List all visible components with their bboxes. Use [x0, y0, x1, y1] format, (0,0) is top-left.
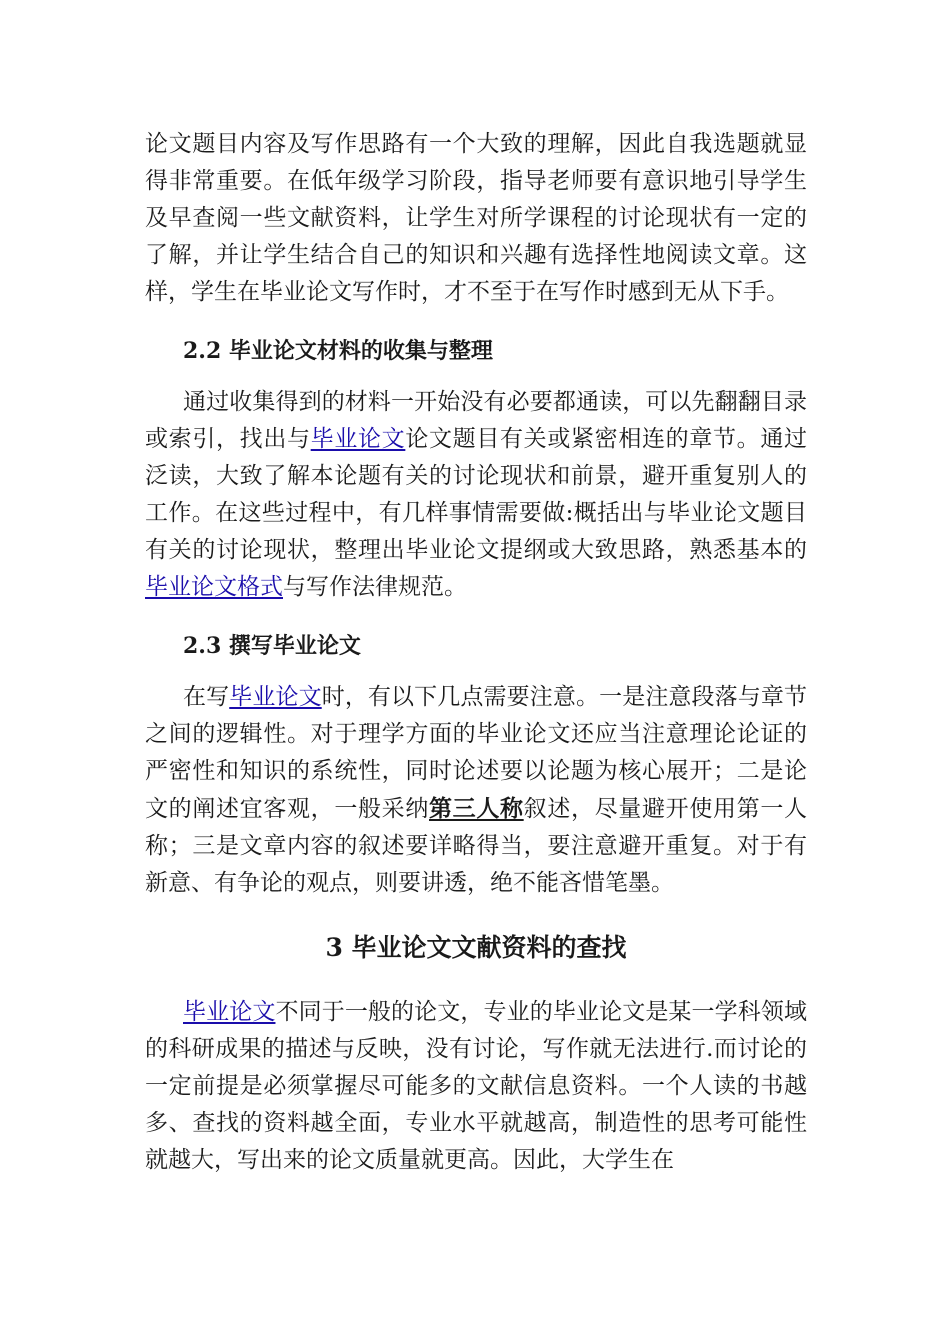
paragraph-text: 时，有以下几点需要注意。一是注意段落与章节之间的逻辑性。对于理学方面的毕业论文还应当注意理论论证的严密性和知识的系统性，同时论述要以论题为核心展开；二是论文的阐述宜客观，一般采纳 [145, 684, 808, 822]
paragraph-text: 叙述，尽量避开使用第一人称；三是文章内容的叙述要详略得当，要注意避开重复。对于有新意、有争论的观点，则要讲透，绝不能吝惜笔墨。 [145, 796, 808, 896]
paragraph-text: 与写作法律规范。 [283, 574, 467, 600]
link-graduation-thesis[interactable]: 毕业论文 [229, 684, 322, 710]
section-heading-3: 3 毕业论文文献资料的查找 [325, 933, 627, 962]
spacer [145, 968, 807, 994]
link-graduation-thesis[interactable]: 毕业论文 [310, 426, 406, 452]
spacer [145, 370, 807, 384]
paragraph-text: 通过收集得到的材料一开始没有必要都通读，可以先翻翻目录或索引，找出与 [145, 389, 807, 452]
spacer [145, 606, 807, 628]
emphasis-third-person: 第三人称 [429, 795, 524, 822]
paragraph-text: 在写 [183, 684, 230, 710]
spacer [145, 665, 807, 679]
spacer [145, 311, 807, 333]
paragraph-2-3 [145, 679, 807, 902]
link-graduation-thesis[interactable]: 毕业论文 [183, 999, 276, 1025]
link-thesis-format[interactable]: 毕业论文格式 [145, 574, 283, 600]
intro-paragraph: 论文题目内容及写作思路有一个大致的理解，因此自我选题就显得非常重要。在低年级学习阶段，指导老师要有意识地引导学生及早查阅一些文献资料，让学生对所学课程的讨论现状有一定的了解，并让学生结合自己的知识和兴趣有选择性地阅读文章。这样，学生在毕业论文写作时，才不至于在写作时感到无从下手。 [145, 131, 807, 305]
section-heading-2-3: 2.3 撰写毕业论文 [183, 633, 361, 659]
paragraph-text: 论文题目有关或紧密相连的章节。通过泛读，大致了解本论题有关的讨论现状和前景，避开重复别人的工作。在这些过程中，有几样事情需要做:概括出与毕业论文题目有关的讨论现状，整理出毕业论文提纲或大致思路，熟悉基本的 [145, 426, 808, 563]
paragraph-3 [145, 994, 807, 1179]
paragraph-2-2 [145, 384, 807, 606]
section-heading-2-2: 2.2 毕业论文材料的收集与整理 [183, 338, 493, 364]
spacer [145, 902, 807, 928]
document-page [145, 126, 807, 1179]
paragraph-text: 不同于一般的论文，专业的毕业论文是某一学科领域的科研成果的描述与反映，没有讨论，写作就无法进行.而讨论的一定前提是必须掌握尽可能多的文献信息资料。一个人读的书越多、查找的资料越全面，专业水平就越高，制造性的思考可能性就越大，写出来的论文质量就更高。因此，大学生在 [145, 999, 808, 1173]
